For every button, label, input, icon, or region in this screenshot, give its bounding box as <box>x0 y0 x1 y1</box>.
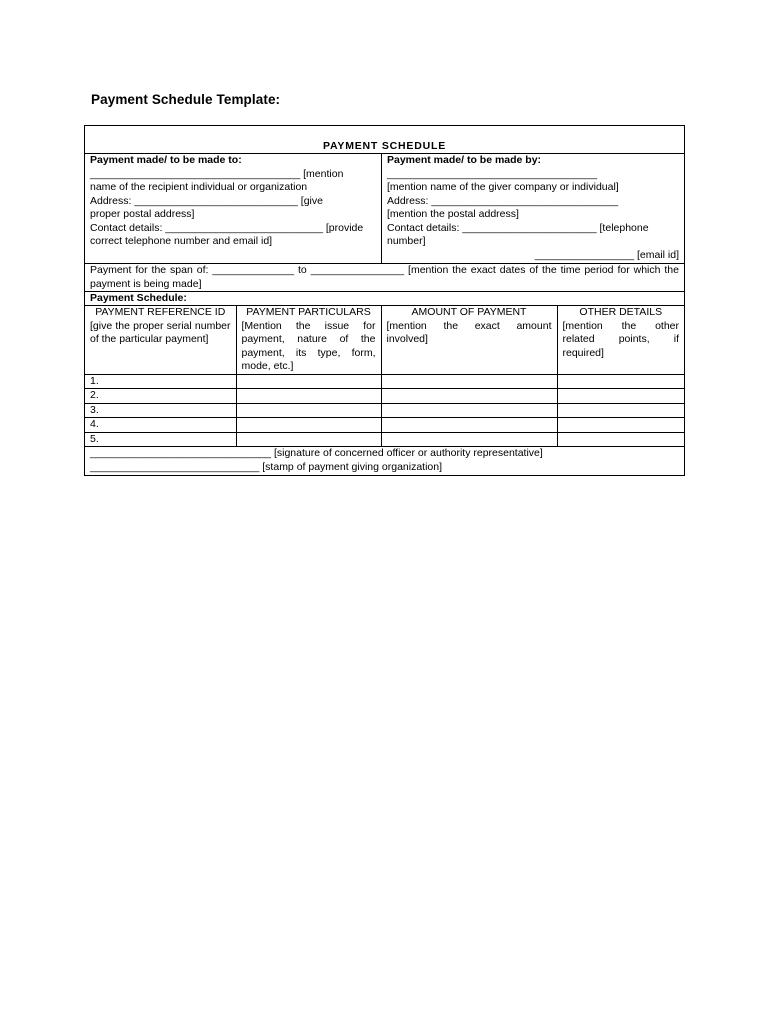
column-desc: [mention the exact amount involved] <box>386 319 552 345</box>
table-cell <box>236 418 381 433</box>
giver-heading: Payment made/ to be made by: <box>387 154 542 166</box>
stamp-line: _____________________________ [stamp of payment giving organization] <box>90 460 443 473</box>
signature-line: _______________________________ [signature of concerned officer or authority representative] <box>90 447 543 459</box>
payment-schedule-table <box>84 125 685 476</box>
recipient-contact-hint: correct telephone number and email id] <box>90 235 273 247</box>
table-row <box>85 374 684 389</box>
document-title: Payment Schedule Template: <box>91 92 281 107</box>
giver-block <box>382 154 684 263</box>
table-cell <box>236 432 381 447</box>
table-cell <box>381 418 557 433</box>
recipient-block <box>85 154 382 263</box>
table-cell <box>381 374 557 389</box>
recipient-name-field: ____________________________________ [mention <box>90 167 344 180</box>
table-row <box>85 432 684 447</box>
column-head: OTHER DETAILS <box>579 306 663 318</box>
column-header-row <box>85 306 684 374</box>
recipient-name-hint: name of the recipient individual or organization <box>90 181 308 193</box>
giver-contact-hint: number] <box>387 235 426 247</box>
row-number: 3. <box>85 403 236 418</box>
giver-name-field: ____________________________________ <box>387 167 598 180</box>
column-head: AMOUNT OF PAYMENT <box>411 306 527 318</box>
row-number: 5. <box>85 432 236 447</box>
table-cell <box>381 403 557 418</box>
column-desc: [Mention the issue for payment, nature of the payment, its type, form, mode, etc.] <box>241 319 376 372</box>
table-cell <box>236 403 381 418</box>
column-head: PAYMENT PARTICULARS <box>246 306 371 318</box>
table-cell <box>381 432 557 447</box>
recipient-contact-field: Contact details: ___________________________ [provide <box>90 221 364 234</box>
giver-email-field: _________________ [email id] <box>534 248 679 261</box>
giver-address-field: Address: ________________________________ <box>387 194 619 207</box>
column-head: PAYMENT REFERENCE ID <box>95 306 226 318</box>
table-cell <box>236 389 381 404</box>
table-row <box>85 403 684 418</box>
schedule-heading: PAYMENT SCHEDULE <box>85 126 684 154</box>
giver-name-hint: [mention name of the giver company or individual] <box>387 181 619 193</box>
party-details-row <box>85 154 684 264</box>
table-row <box>85 418 684 433</box>
table-cell <box>557 418 684 433</box>
row-number: 1. <box>85 374 236 389</box>
table-cell <box>557 403 684 418</box>
row-number: 4. <box>85 418 236 433</box>
column-other-details <box>557 306 684 374</box>
table-cell <box>557 374 684 389</box>
signature-block <box>85 447 684 475</box>
column-amount <box>381 306 557 374</box>
column-desc: [give the proper serial number of the particular payment] <box>90 319 231 345</box>
giver-contact-field: Contact details: _______________________ [telephone <box>387 221 649 234</box>
payment-span-row: Payment for the span of: ______________ to ________________ [mention the exact dates of the time period for which the payment is being made] <box>85 264 684 292</box>
schedule-label: Payment Schedule: <box>85 292 684 306</box>
giver-address-hint: [mention the postal address] <box>387 208 519 220</box>
column-reference-id <box>85 306 236 374</box>
recipient-heading: Payment made/ to be made to: <box>90 154 242 166</box>
row-number: 2. <box>85 389 236 404</box>
table-cell <box>557 389 684 404</box>
column-particulars <box>236 306 381 374</box>
table-cell <box>236 374 381 389</box>
table-row <box>85 389 684 404</box>
table-cell <box>381 389 557 404</box>
recipient-address-hint: proper postal address] <box>90 208 195 220</box>
schedule-grid <box>85 306 684 447</box>
recipient-address-field: Address: ____________________________ [give <box>90 194 323 207</box>
column-desc: [mention the other related points, if required] <box>562 319 679 359</box>
table-cell <box>557 432 684 447</box>
